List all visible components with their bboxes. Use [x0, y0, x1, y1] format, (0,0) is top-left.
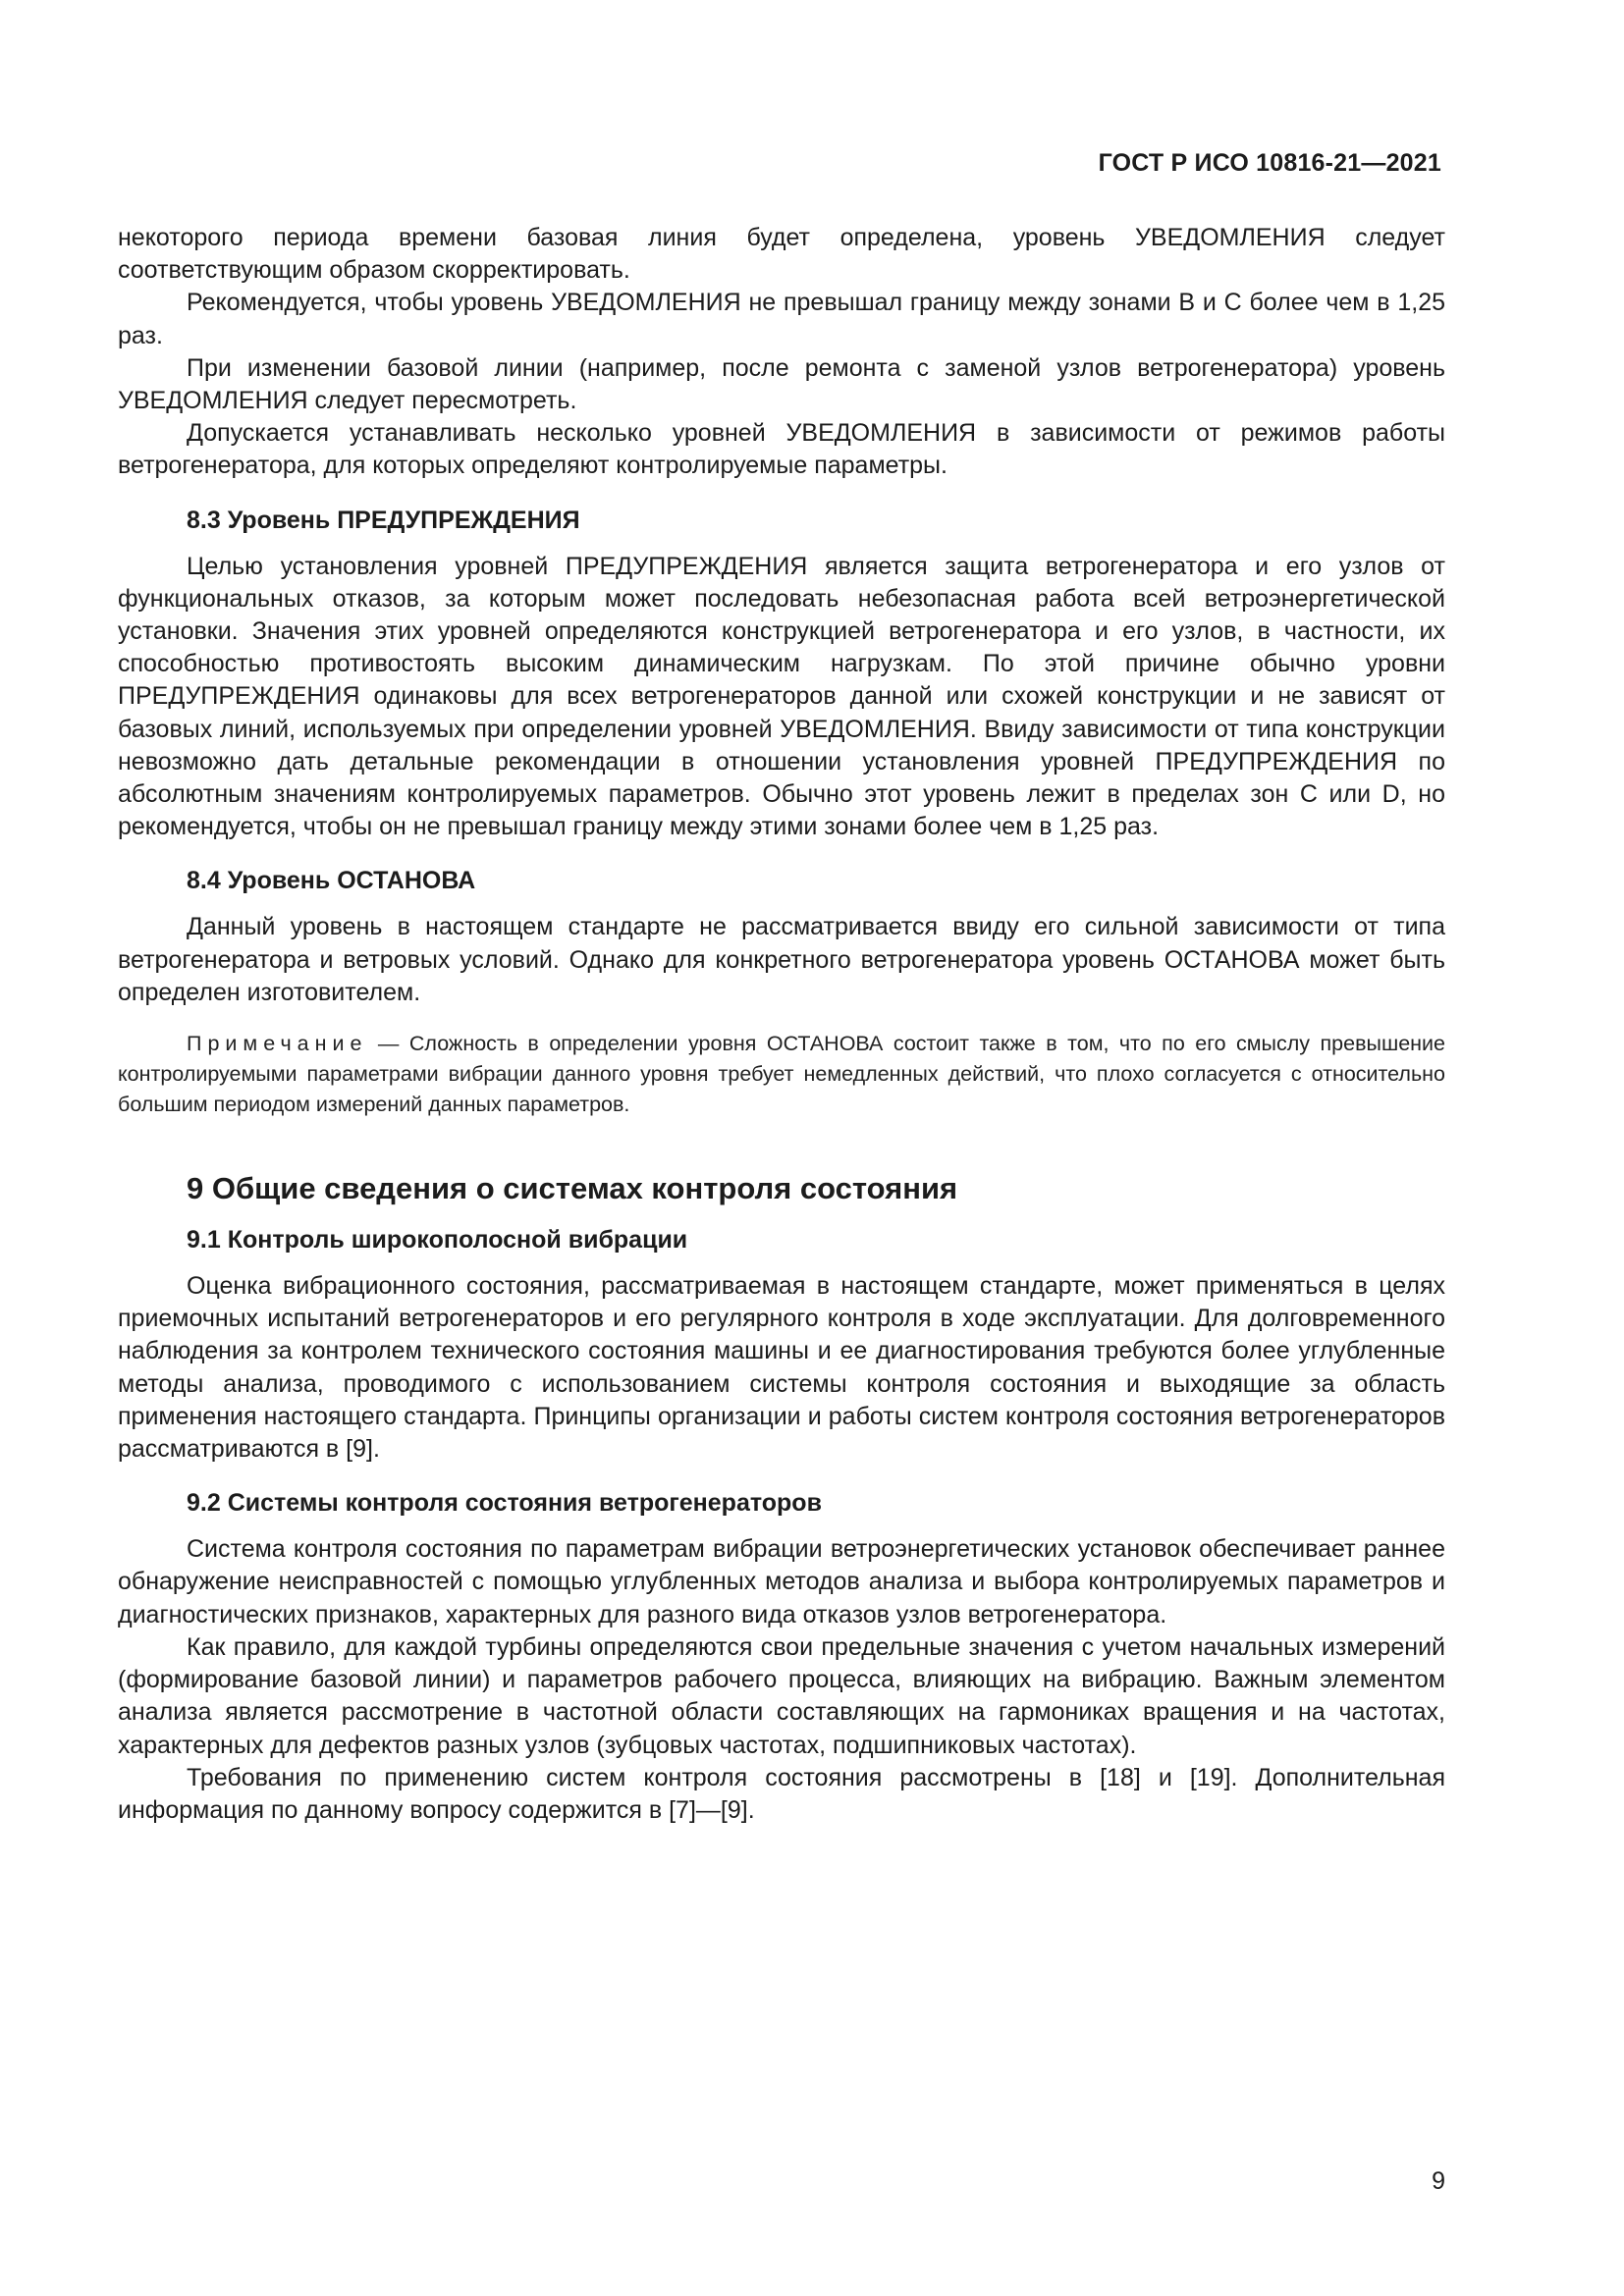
section-heading-8-3: 8.3 Уровень ПРЕДУПРЕЖДЕНИЯ [187, 506, 580, 534]
paragraph: Система контроля состояния по параметрам вибрации ветроэнергетических установок обеспечивает раннее обнаружение неисправностей с помощью углубленных методов анализа и выбора контролируемых параметров и диагностических признаков, характерных для разного вида отказов узлов ветрогенератора. [118, 1535, 1445, 1629]
section-heading-9-1: 9.1 Контроль широкополосной вибрации [187, 1226, 688, 1255]
section-heading-9-2: 9.2 Системы контроля состояния ветрогенераторов [187, 1489, 822, 1518]
chapter-heading-9: 9 Общие сведения о системах контроля состояния [187, 1171, 958, 1206]
paragraph: Допускается устанавливать несколько уровней УВЕДОМЛЕНИЯ в зависимости от режимов работы ветрогенератора, для которых определяют контролируемые параметры. [118, 419, 1445, 480]
document-code-header: ГОСТ Р ИСО 10816-21—2021 [1098, 149, 1441, 177]
note [118, 1029, 1445, 1120]
paragraph: Требования по применению систем контроля состояния рассмотрены в [18] и [19]. Дополнительная информация по данному вопросу содержится в [7]—[9]. [118, 1763, 1445, 1824]
note-text: — Сложность в определении уровня ОСТАНОВА состоит также в том, что по его смыслу превышение контролируемыми параметрами вибрации данного уровня требует немедленных действий, что плохо согласуется с относительно большим периодом измерений данных параметров. [118, 1032, 1445, 1117]
section-heading-8-4: 8.4 Уровень ОСТАНОВА [187, 867, 476, 895]
paragraph: При изменении базовой линии (например, после ремонта с заменой узлов ветрогенератора) уровень УВЕДОМЛЕНИЯ следует пересмотреть. [118, 353, 1445, 415]
page-number: 9 [1432, 2167, 1445, 2195]
page-content [118, 222, 1445, 1827]
paragraph: Целью установления уровней ПРЕДУПРЕЖДЕНИЯ является защита ветрогенератора и его узлов от функциональных отказов, за которым может последовать небезопасная работа всей ветроэнергетической установки. Значения этих уровней определяются конструкцией ветрогенератора и его узлов, в частности, их способностью противостоять высоким динамическим нагрузкам. По этой причине обычно уровни ПРЕДУПРЕЖДЕНИЯ одинаковы для всех ветрогенераторов данной или схожей конструкции и не зависят от базовых линий, используемых при определении уровней УВЕДОМЛЕНИЯ. Ввиду зависимости от типа конструкции невозможно дать детальные рекомендации в отношении установления уровней ПРЕДУПРЕЖДЕНИЯ по абсолютным значениям контролируемых параметров. Обычно этот уровень лежит в пределах зон С или D, но рекомендуется, чтобы он не превышал границу между этими зонами более чем в 1,25 раз. [118, 552, 1445, 841]
paragraph: Оценка вибрационного состояния, рассматриваемая в настоящем стандарте, может применяться в целях приемочных испытаний ветрогенераторов и его регулярного контроля в ходе эксплуатации. Для долговременного наблюдения за контролем технического состояния машины и ее диагностирования требуются более углубленные методы анализа, проводимого с использованием системы контроля состояния и выходящие за область применения настоящего стандарта. Принципы организации и работы систем контроля состояния ветрогенераторов рассматриваются в [9]. [118, 1272, 1445, 1464]
paragraph: Данный уровень в настоящем стандарте не рассматривается ввиду его сильной зависимости от типа ветрогенератора и ветровых условий. Однако для конкретного ветрогенератора уровень ОСТАНОВА может быть определен изготовителем. [118, 913, 1445, 1006]
note-label: Примечание [187, 1032, 368, 1056]
paragraph: некоторого периода времени базовая линия будет определена, уровень УВЕДОМЛЕНИЯ следует соответствующим образом скорректировать. [118, 224, 1445, 285]
paragraph: Как правило, для каждой турбины определяются свои предельные значения с учетом начальных измерений (формирование базовой линии) и параметров рабочего процесса, влияющих на вибрацию. Важным элементом анализа является рассмотрение в частотной области составляющих на гармониках вращения и на частотах, характерных для дефектов разных узлов (зубцовых частотах, подшипниковых частотах). [118, 1632, 1445, 1759]
paragraph: Рекомендуется, чтобы уровень УВЕДОМЛЕНИЯ не превышал границу между зонами В и С более чем в 1,25 раз. [118, 289, 1445, 349]
